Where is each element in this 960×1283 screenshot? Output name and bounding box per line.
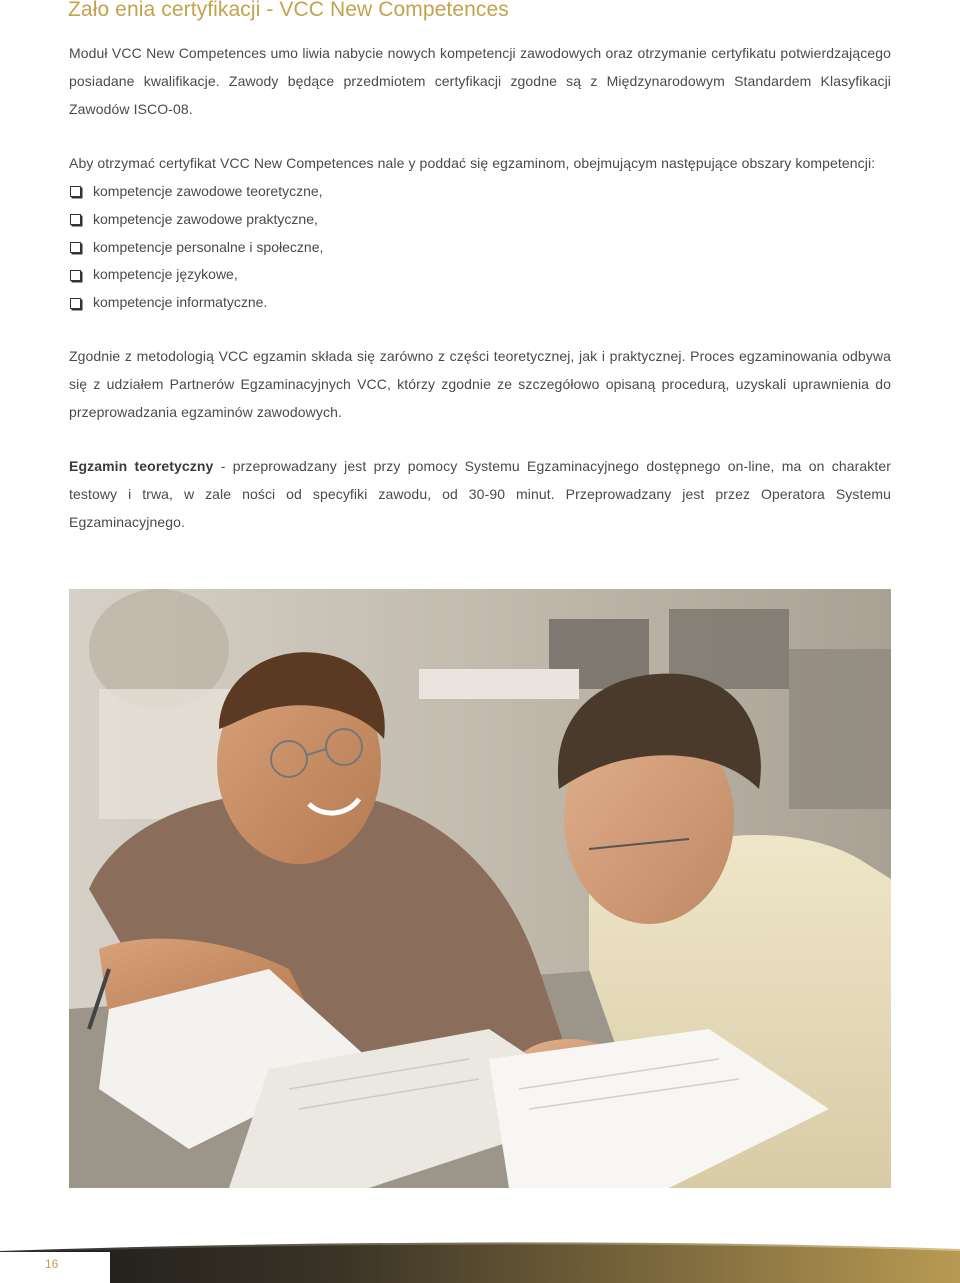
list-item-label: kompetencje językowe,	[93, 266, 238, 283]
students-exam-photo	[69, 589, 891, 1188]
competence-list	[69, 178, 323, 317]
theory-exam-text: - przeprowadzany jest przy pomocy Systemu Egzaminacyjnego dostępnego on-line, ma on charakter testowy i trwa, w zale ności od specyfiki zawodu, od 30-90 minut. Przeprowadzany jest przez Operatora Systemu Egzaminacyjnego.	[69, 458, 891, 530]
checkbox-icon	[70, 298, 81, 309]
methodology-paragraph: Zgodnie z metodologią VCC egzamin składa się zarówno z części teoretycznej, jak i praktycznej. Proces egzaminowania odbywa się z udziałem Partnerów Egzaminacyjnych VCC, którzy zgodnie ze szczegółowo opisaną procedurą, uzyskali uprawnienia do przeprowadzania egzaminów zawodowych.	[69, 348, 891, 420]
checkbox-icon	[70, 242, 81, 253]
checkbox-icon	[70, 186, 81, 197]
page-number: 16	[45, 1257, 59, 1271]
footer-band	[0, 1236, 960, 1283]
checkbox-icon	[70, 214, 81, 225]
list-item	[69, 289, 323, 317]
exam-intro-paragraph: Aby otrzymać certyfikat VCC New Competences nale y poddać się egzaminom, obejmującym następujące obszary kompetencji:	[69, 155, 876, 171]
list-item-label: kompetencje zawodowe teoretyczne,	[93, 183, 323, 199]
theory-exam-paragraph	[69, 453, 891, 536]
list-item	[69, 234, 323, 262]
checkbox-icon	[70, 270, 81, 281]
theory-exam-label: Egzamin teoretyczny	[69, 458, 214, 474]
list-item	[69, 261, 323, 289]
list-item	[69, 178, 323, 206]
page-title: Zało enia certyfikacji - VCC New Competences	[68, 0, 509, 21]
list-item-label: kompetencje personalne i społeczne,	[93, 238, 324, 255]
list-item-label: kompetencje zawodowe praktyczne,	[93, 210, 318, 227]
list-item	[69, 206, 323, 234]
intro-paragraph: Moduł VCC New Competences umo liwia nabycie nowych kompetencji zawodowych oraz otrzymanie certyfikatu potwierdzającego posiadane kwalifikacje. Zawody będące przedmiotem certyfikacji zgodne są z Międzynarodowym Standardem Klasyfikacji Zawodów ISCO-08.	[69, 45, 891, 117]
list-item-label: kompetencje informatyczne.	[93, 294, 268, 311]
